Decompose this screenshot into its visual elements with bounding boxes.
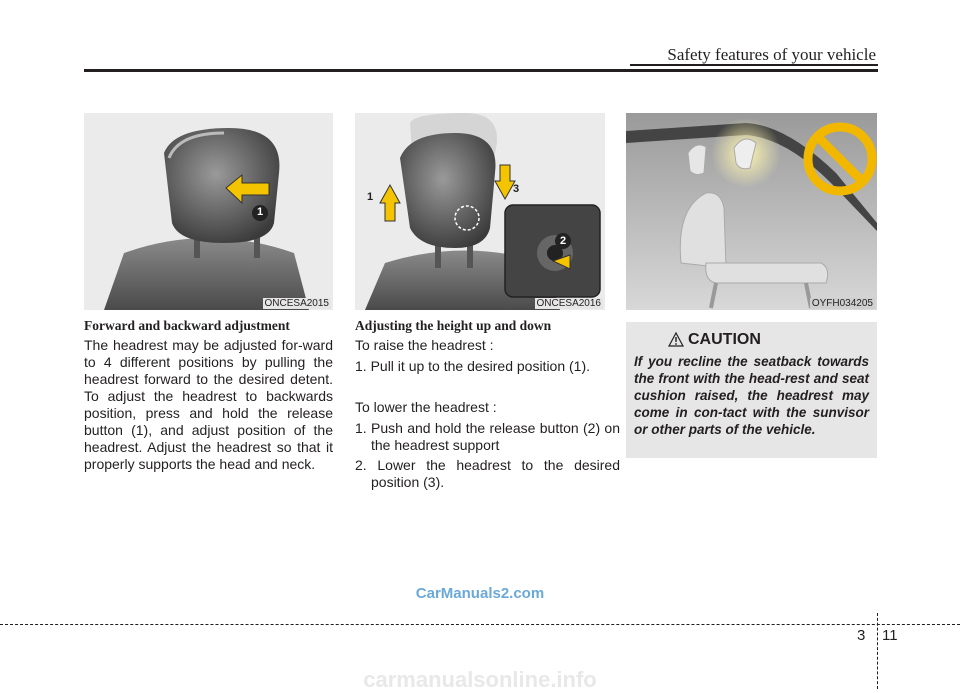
figure-headrest-height <box>355 113 605 310</box>
page-number: 11 <box>882 627 898 644</box>
callout-3: 3 <box>513 183 520 195</box>
callout-1: 1 <box>367 191 374 203</box>
lower-step-2: 2. Lower the headrest to the desired position (3). <box>355 457 620 490</box>
figure-headrest-forward <box>84 113 333 310</box>
chapter-number: 3 <box>857 627 866 644</box>
section-title: Safety features of your vehicle <box>667 45 876 64</box>
lower-intro: To lower the headrest : <box>355 399 497 415</box>
watermark-link[interactable]: CarManuals2.com <box>415 585 545 602</box>
callout-2: 2 <box>559 235 567 247</box>
headrest-forward-illustration <box>84 113 333 310</box>
recline-warning-illustration <box>626 113 877 310</box>
caution-title: CAUTION <box>688 331 761 348</box>
figure-recline-warning <box>626 113 877 310</box>
callout-1: 1 <box>256 206 264 218</box>
header-rule <box>84 69 878 72</box>
watermark-bottom: carmanualsonline.info <box>363 667 597 692</box>
raise-intro: To raise the headrest : <box>355 337 494 353</box>
figure-code: ONCESA2016 <box>536 298 601 309</box>
figure-code: ONCESA2015 <box>264 298 329 309</box>
raise-step-1: 1. Pull it up to the desired position (1). <box>355 358 591 374</box>
header-rule-accent <box>630 64 878 66</box>
caution-body: If you recline the seatback towards the front with the head-rest and seat cushion raised, the headrest may come in con-tact with the sunvisor or other parts of the vehicle. <box>634 354 869 437</box>
footer-rule <box>0 624 960 625</box>
warning-triangle-icon <box>668 332 684 347</box>
caution-box <box>626 322 877 458</box>
forward-backward-body: The headrest may be adjusted for-ward to 4 different positions by pulling the headrest forward to the desired detent. To adjust the headrest to backwards position, press and hold the release button (1), and adjust position of the headrest. Adjust the headrest so that it properly supports the head and neck. <box>84 337 333 472</box>
headrest-height-illustration <box>355 113 605 310</box>
figure-code: OYFH034205 <box>811 298 873 309</box>
forward-backward-heading: Forward and backward adjustment <box>84 318 290 333</box>
height-adjust-heading: Adjusting the height up and down <box>355 318 552 333</box>
lower-step-1: 1. Push and hold the release button (2) on the headrest support <box>355 420 620 453</box>
